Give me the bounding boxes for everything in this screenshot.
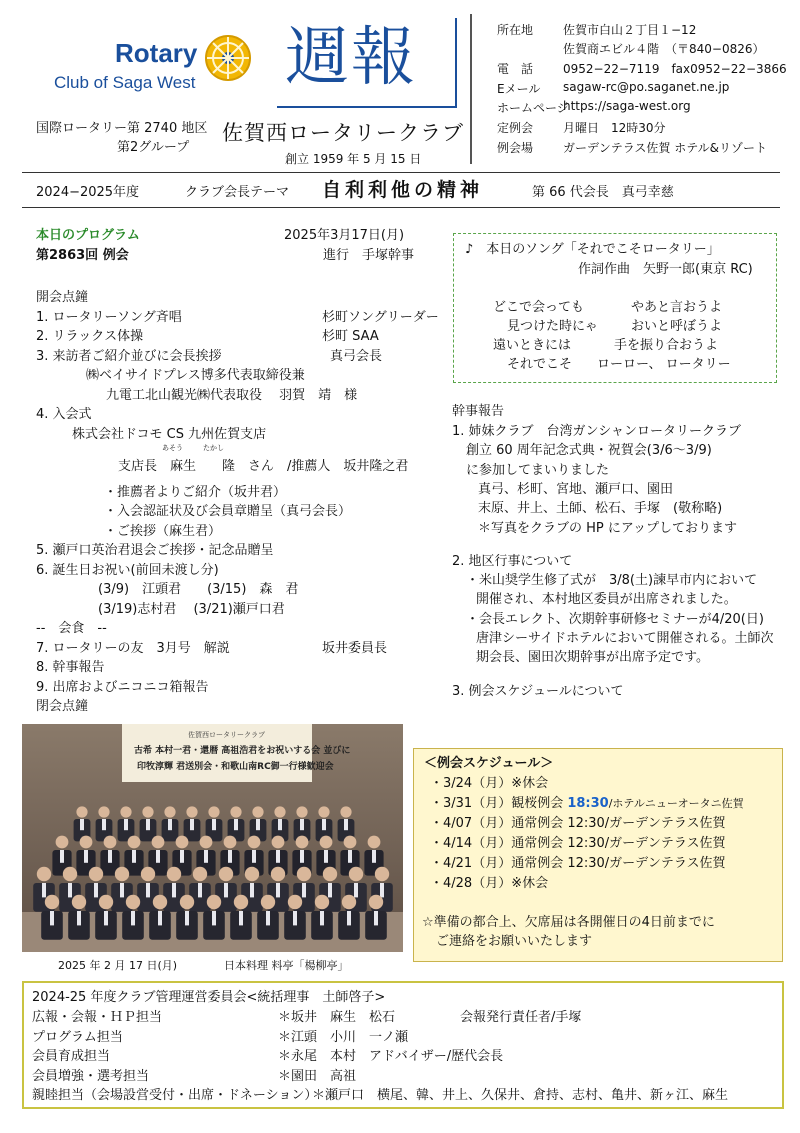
header-divider <box>470 14 472 164</box>
person-head <box>141 867 155 881</box>
schedule-item <box>430 792 744 811</box>
person-shirt <box>108 850 112 863</box>
schedule-item <box>430 812 726 831</box>
person-head <box>296 806 307 817</box>
person-head <box>200 836 213 849</box>
person-head <box>340 806 351 817</box>
banner-line2: 古希 本村一君・還暦 高祖浩君をお祝いする会 並びに <box>134 746 351 756</box>
committee-role: 会員育成担当 <box>32 1049 111 1064</box>
person-head <box>219 867 233 881</box>
report-heading: 幹事報告 <box>452 404 505 419</box>
person-shirt <box>204 850 208 863</box>
person-shirt <box>102 819 106 830</box>
person-head <box>245 867 259 881</box>
person-shirt <box>372 850 376 863</box>
person-head <box>72 895 86 909</box>
person-head <box>152 836 165 849</box>
schedule-item-text: ・3/31（月）観桜例会 <box>430 796 568 811</box>
schedule-item-venue: /ホテルニューオータニ佐賀 <box>608 797 744 810</box>
contact-value: sagaw-rc@po.saganet.ne.jp <box>563 80 730 94</box>
report-item: 唐津シーサイドホテルにおいて開催される。土師次 <box>476 631 774 646</box>
person-head <box>126 895 140 909</box>
schedule-item <box>430 872 548 891</box>
club-name: 佐賀西ロータリークラブ <box>222 121 464 145</box>
schedule-item-text: ・4/07（月）通常例会 12:30/ガーデンテラス佐賀 <box>430 816 726 831</box>
newsletter-title: 週報 <box>285 21 417 95</box>
banner-line1: 佐賀西ロータリークラブ <box>188 731 265 739</box>
person-head <box>271 867 285 881</box>
person-head <box>272 836 285 849</box>
logo-club-text: Club of Saga West <box>54 73 196 92</box>
committee-members: ＊園田 高祖 <box>278 1068 357 1084</box>
committee-role: プログラム担当 <box>32 1029 123 1045</box>
person-shirt <box>324 850 328 863</box>
contact-value: 月曜日 12時30分 <box>563 121 666 135</box>
person-head <box>315 895 329 909</box>
contact-label: ホームページ <box>497 101 569 115</box>
program-item: (3/9) 江頭君 (3/15) 森 君 <box>98 582 299 597</box>
person-shirt <box>50 911 54 925</box>
schedule-title: ＜例会スケジュール＞ <box>424 756 554 771</box>
program-item: ㈱ベイサイドプレス博多代表取締役兼 <box>86 368 305 383</box>
schedule-item-text: ・4/14（月）通常例会 12:30/ガーデンテラス佐賀 <box>430 836 726 851</box>
person-head <box>120 806 131 817</box>
person-shirt <box>354 883 358 897</box>
lyric-line: 遠いときには <box>493 338 572 353</box>
person-shirt <box>344 819 348 830</box>
person-head <box>274 806 285 817</box>
person-shirt <box>185 911 189 925</box>
report-item: 末原、井上、土師、松石、手塚 (敬称略) <box>478 501 723 517</box>
person-shirt <box>302 883 306 897</box>
theme-label: クラブ会長テーマ <box>185 185 290 200</box>
president-name: 第 66 代会長 真弓幸慈 <box>532 185 674 200</box>
report-item: ・会長エレクト、次期幹事研修セミナーが4/20(日) <box>466 611 764 627</box>
person-head <box>230 806 241 817</box>
lyric-line: 手を振り合おうよ <box>614 338 719 353</box>
person-head <box>142 806 153 817</box>
person-head <box>176 836 189 849</box>
person-head <box>224 836 237 849</box>
person-shirt <box>328 883 332 897</box>
program-item: 2. リラックス体操 <box>36 329 144 344</box>
program-item: ・入会認証状及び会員章贈呈（真弓会長） <box>104 504 352 519</box>
person-head <box>104 836 117 849</box>
person-head <box>80 836 93 849</box>
report-item: 創立 60 周年記念式典・祝賀会(3/6～3/9) <box>466 443 712 459</box>
program-heading: 本日のプログラム <box>36 228 140 243</box>
person-shirt <box>158 911 162 925</box>
committee-role: 会員増強・選考担当 <box>32 1068 150 1084</box>
contact-value: https://saga-west.org <box>563 99 691 113</box>
person-shirt <box>84 850 88 863</box>
program-item: 6. 誕生日お祝い(前回未渡し分) <box>36 562 219 578</box>
contact-value: ガーデンテラス佐賀 ホテル&リゾート <box>563 141 767 155</box>
contact-label: Eメール <box>497 82 541 96</box>
person-shirt <box>124 819 128 830</box>
person-head <box>234 895 248 909</box>
report-item: に参加してまいりました <box>466 462 610 478</box>
program-item: 4. 入会式 <box>36 407 92 422</box>
committee-members: ＊瀬戸口 横尾、韓、井上、久保井、倉持、志村、亀井、新ヶ江、麻生 <box>312 1088 729 1103</box>
schedule-item-text: ・3/24（月）※休会 <box>430 776 549 791</box>
person-head <box>323 867 337 881</box>
program-item: 閉会点鐘 <box>36 699 89 714</box>
person-head <box>89 867 103 881</box>
person-shirt <box>156 850 160 863</box>
program-item: 9. 出席およびニコニコ箱報告 <box>36 679 209 695</box>
schedule-item <box>430 832 726 851</box>
person-shirt <box>347 911 351 925</box>
program-item: 支店長 麻生 隆 さん /推薦人 坂井隆之君 <box>118 458 409 474</box>
schedule-item-time: 18:30 <box>567 796 609 811</box>
program-item: 5. 瀬戸口英治君退会ご挨拶・記念品贈呈 <box>36 543 274 558</box>
program-item: 九電工北山観光㈱代表取役 羽賀 靖 様 <box>106 387 358 403</box>
person-head <box>318 806 329 817</box>
person-head <box>208 806 219 817</box>
contact-label: 例会場 <box>497 141 534 155</box>
person-shirt <box>94 883 98 897</box>
person-shirt <box>60 850 64 863</box>
group-photo <box>22 724 403 952</box>
person-shirt <box>77 911 81 925</box>
contact-value: 佐賀市白山２丁目１−12 <box>563 23 697 37</box>
person-shirt <box>239 911 243 925</box>
lyric-line: どこで会っても <box>493 300 585 315</box>
person-shirt <box>322 819 326 830</box>
person-head <box>296 836 309 849</box>
report-item: ・米山奨学生修了式が 3/8(土)諫早市内において <box>466 573 758 589</box>
person-shirt <box>348 850 352 863</box>
person-head <box>76 806 87 817</box>
committee-members: ＊江頭 小川 一ノ瀬 <box>278 1029 409 1045</box>
person-shirt <box>68 883 72 897</box>
person-shirt <box>168 819 172 830</box>
program-item-person: 杉町ソングリーダー <box>322 309 439 325</box>
lyric-line: ローロー、 ロータリー <box>597 357 731 372</box>
founded-date: 創立 1959 年 5 月 15 日 <box>285 152 422 166</box>
person-head <box>344 836 357 849</box>
report-item: 2. 地区行事について <box>452 553 573 569</box>
logo-rotary-text: Rotary <box>115 38 198 68</box>
person-shirt <box>293 911 297 925</box>
song-credit: 作詞作曲 矢野一郎(東京 RC) <box>578 262 753 277</box>
person-head <box>63 867 77 881</box>
person-shirt <box>320 911 324 925</box>
person-head <box>349 867 363 881</box>
person-shirt <box>266 911 270 925</box>
person-head <box>288 895 302 909</box>
lyric-line: やあと言おうよ <box>631 300 723 315</box>
program-item-person: 坂井委員長 <box>322 640 388 656</box>
committee-members: ＊坂井 麻生 松石 <box>278 1010 396 1025</box>
schedule-item-text: ・4/28（月）※休会 <box>430 876 549 891</box>
committee-role: 広報・会報・ＨＰ担当 <box>32 1010 163 1025</box>
song-title: ♪ 本日のソング「それでこそロータリー」 <box>465 242 720 257</box>
person-shirt <box>224 883 228 897</box>
person-head <box>45 895 59 909</box>
lyric-line: 見つけた時にゃ <box>507 319 598 334</box>
person-shirt <box>276 883 280 897</box>
person-shirt <box>146 819 150 830</box>
person-head <box>153 895 167 909</box>
contact-label: 定例会 <box>497 121 534 135</box>
committee-members: ＊永尾 本村 アドバイザー/歴代会長 <box>278 1049 504 1064</box>
person-shirt <box>132 850 136 863</box>
report-item: 3. 例会スケジュールについて <box>452 683 624 699</box>
schedule-item-text: ・4/21（月）通常例会 12:30/ガーデンテラス佐賀 <box>430 856 726 871</box>
theme-year: 2024−2025年度 <box>36 185 140 200</box>
person-head <box>128 836 141 849</box>
person-shirt <box>80 819 84 830</box>
district-label: 国際ロータリー第 2740 地区 <box>36 121 208 136</box>
person-shirt <box>131 911 135 925</box>
schedule-note: ☆準備の都合上、欠席届は各開催日の4日前までに <box>422 915 715 930</box>
program-item: 1. ロータリーソング斉唱 <box>36 309 182 325</box>
contact-value: 0952−22−7119 fax0952−22−3866 <box>563 62 787 76</box>
person-head <box>164 806 175 817</box>
person-head <box>56 836 69 849</box>
report-item: 期会長、園田次期幹事が出席予定です。 <box>476 650 709 666</box>
group-label: 第2グループ <box>117 140 190 155</box>
photo-caption-place: 日本料理 料亭「楊柳亭」 <box>224 959 349 972</box>
schedule-note: ご連絡をお願いいたします <box>436 934 593 949</box>
theme-text: 自利利他の精神 <box>322 179 484 201</box>
program-item: 株式会社ドコモ CS 九州佐賀支店 <box>72 426 267 442</box>
contact-label: 所在地 <box>497 23 534 37</box>
person-shirt <box>190 819 194 830</box>
report-item: 開催され、本村地区委員が出席されました。 <box>476 592 737 608</box>
program-item: 8. 幹事報告 <box>36 660 105 675</box>
committee-role: 親睦担当（会場設営受付・出席・ドネーション） <box>32 1088 318 1103</box>
report-item: 1. 姉妹クラブ 台湾ガンシャンロータリークラブ <box>452 424 741 439</box>
person-shirt <box>228 850 232 863</box>
person-shirt <box>146 883 150 897</box>
person-head <box>207 895 221 909</box>
person-shirt <box>212 819 216 830</box>
person-shirt <box>120 883 124 897</box>
program-date: 2025年3月17日(月) <box>284 228 405 243</box>
person-head <box>320 836 333 849</box>
banner-line3: 印牧淳輝 君送別会・和歌山南RC御一行様歓迎会 <box>137 762 334 772</box>
photo-caption-date: 2025 年 2 月 17 日(月) <box>58 959 178 972</box>
person-head <box>297 867 311 881</box>
contact-value: 佐賀商エビル４階 （〒840−0826） <box>563 42 765 56</box>
program-item: 7. ロータリーの友 3月号 解説 <box>36 640 230 656</box>
person-head <box>369 895 383 909</box>
person-head <box>248 836 261 849</box>
program-item: (3/19)志村君 (3/21)瀬戸口君 <box>98 601 285 617</box>
schedule-item <box>430 772 548 791</box>
moderator: 進行 手塚幹事 <box>323 248 415 263</box>
person-shirt <box>256 819 260 830</box>
rotary-wheel-icon <box>203 33 253 83</box>
person-head <box>98 806 109 817</box>
person-shirt <box>212 911 216 925</box>
person-head <box>193 867 207 881</box>
person-shirt <box>278 819 282 830</box>
ruby-reading: たかし <box>203 444 224 452</box>
person-shirt <box>198 883 202 897</box>
person-shirt <box>276 850 280 863</box>
lyric-line: それでこそ <box>507 357 573 372</box>
person-head <box>252 806 263 817</box>
program-item: ・ご挨拶（麻生君） <box>104 523 222 539</box>
person-shirt <box>300 819 304 830</box>
person-head <box>375 867 389 881</box>
person-shirt <box>300 850 304 863</box>
meeting-number: 第2863回 例会 <box>36 248 129 263</box>
program-item: 開会点鐘 <box>36 290 89 305</box>
program-item-person: 杉町 SAA <box>322 329 379 344</box>
person-head <box>37 867 51 881</box>
person-head <box>180 895 194 909</box>
person-shirt <box>42 883 46 897</box>
lyric-line: おいと呼ぼうよ <box>631 319 723 334</box>
committee-extra: 会報発行責任者/手塚 <box>460 1010 582 1025</box>
person-head <box>115 867 129 881</box>
program-item: 3. 来訪者ご紹介並びに会長挨拶 <box>36 348 222 364</box>
person-shirt <box>374 911 378 925</box>
person-shirt <box>180 850 184 863</box>
person-head <box>167 867 181 881</box>
report-item: 真弓、杉町、宮地、瀬戸口、園田 <box>478 481 674 497</box>
schedule-item <box>430 852 726 871</box>
person-shirt <box>250 883 254 897</box>
person-shirt <box>172 883 176 897</box>
committee-title: 2024-25 年度クラブ管理運営委員会<統括理事 土師啓子> <box>32 990 386 1005</box>
person-head <box>342 895 356 909</box>
person-head <box>368 836 381 849</box>
contact-label: 電 話 <box>497 62 534 76</box>
program-item: -- 会食 -- <box>36 621 107 636</box>
person-shirt <box>380 883 384 897</box>
person-shirt <box>252 850 256 863</box>
report-item: ＊写真をクラブの HP にアップしております <box>478 520 737 536</box>
program-item-person: 真弓会長 <box>330 348 383 364</box>
program-item: ・推薦者よりご紹介（坂井君） <box>104 484 287 500</box>
person-shirt <box>234 819 238 830</box>
person-shirt <box>104 911 108 925</box>
person-head <box>186 806 197 817</box>
ruby-reading: あそう <box>162 444 183 452</box>
person-head <box>261 895 275 909</box>
person-head <box>99 895 113 909</box>
